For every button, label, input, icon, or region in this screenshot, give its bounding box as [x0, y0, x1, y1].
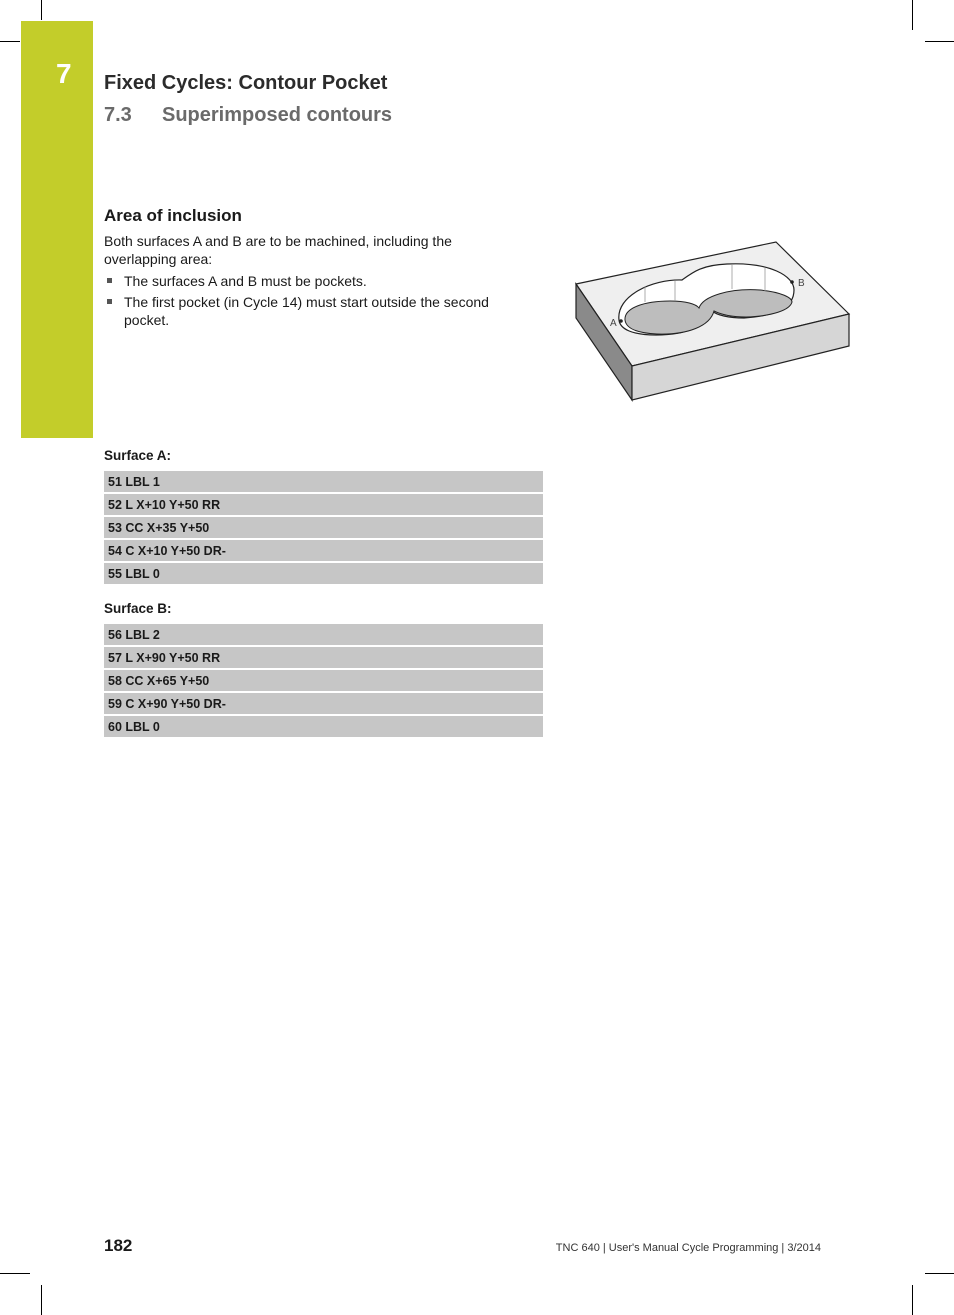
- surface-a-table: [104, 471, 543, 586]
- table-row: [104, 539, 543, 562]
- code-line: 54 C X+10 Y+50 DR-: [104, 539, 543, 562]
- chapter-title: Fixed Cycles: Contour Pocket: [104, 72, 388, 94]
- crop-mark: [41, 0, 42, 20]
- list-item: [104, 293, 524, 329]
- point-b-marker: [790, 280, 794, 284]
- crop-mark: [912, 0, 913, 30]
- page-number: 182: [104, 1236, 133, 1255]
- intro-paragraph: Both surfaces A and B are to be machined, including the overlapping area:: [104, 233, 452, 267]
- point-a-label: A: [610, 318, 617, 329]
- crop-mark: [925, 41, 954, 42]
- section-title: Superimposed contours: [162, 104, 393, 126]
- crop-mark: [0, 41, 20, 42]
- crop-mark: [0, 1273, 30, 1274]
- table-row: [104, 624, 543, 646]
- code-line: 53 CC X+35 Y+50: [104, 516, 543, 539]
- crop-mark: [41, 1285, 42, 1315]
- point-b-label: B: [798, 278, 805, 289]
- list-item: [104, 272, 524, 290]
- section-header: [104, 104, 392, 127]
- footer-text: TNC 640 | User's Manual Cycle Programming | 3/2014: [555, 1242, 821, 1254]
- code-line: 60 LBL 0: [104, 715, 543, 738]
- bullet-square-icon: [107, 278, 112, 283]
- surface-a-label: Surface A:: [104, 448, 172, 463]
- table-row: [104, 493, 543, 516]
- bullet-text: The surfaces A and B must be pockets.: [124, 273, 367, 289]
- table-row: [104, 516, 543, 539]
- bullet-list: [104, 272, 524, 332]
- code-line: 51 LBL 1: [104, 471, 543, 493]
- point-a-marker: [619, 319, 623, 323]
- crop-mark: [912, 1285, 913, 1315]
- code-line: 55 LBL 0: [104, 562, 543, 585]
- table-row: [104, 669, 543, 692]
- pocket-illustration: [570, 238, 860, 408]
- surface-b-table: [104, 624, 543, 739]
- table-row: [104, 471, 543, 493]
- table-row: [104, 715, 543, 738]
- code-line: 57 L X+90 Y+50 RR: [104, 646, 543, 669]
- crop-mark: [925, 1273, 954, 1274]
- code-line: 58 CC X+65 Y+50: [104, 669, 543, 692]
- section-number: 7.3: [104, 104, 132, 126]
- surface-b-label: Surface B:: [104, 601, 172, 616]
- table-row: [104, 692, 543, 715]
- table-row: [104, 646, 543, 669]
- chapter-number: 7: [56, 58, 72, 89]
- table-row: [104, 562, 543, 585]
- bullet-square-icon: [107, 299, 112, 304]
- section-heading: Area of inclusion: [104, 206, 242, 225]
- code-line: 52 L X+10 Y+50 RR: [104, 493, 543, 516]
- code-line: 56 LBL 2: [104, 624, 543, 646]
- code-line: 59 C X+90 Y+50 DR-: [104, 692, 543, 715]
- bullet-text: The first pocket (in Cycle 14) must start outside the second pocket.: [124, 294, 489, 328]
